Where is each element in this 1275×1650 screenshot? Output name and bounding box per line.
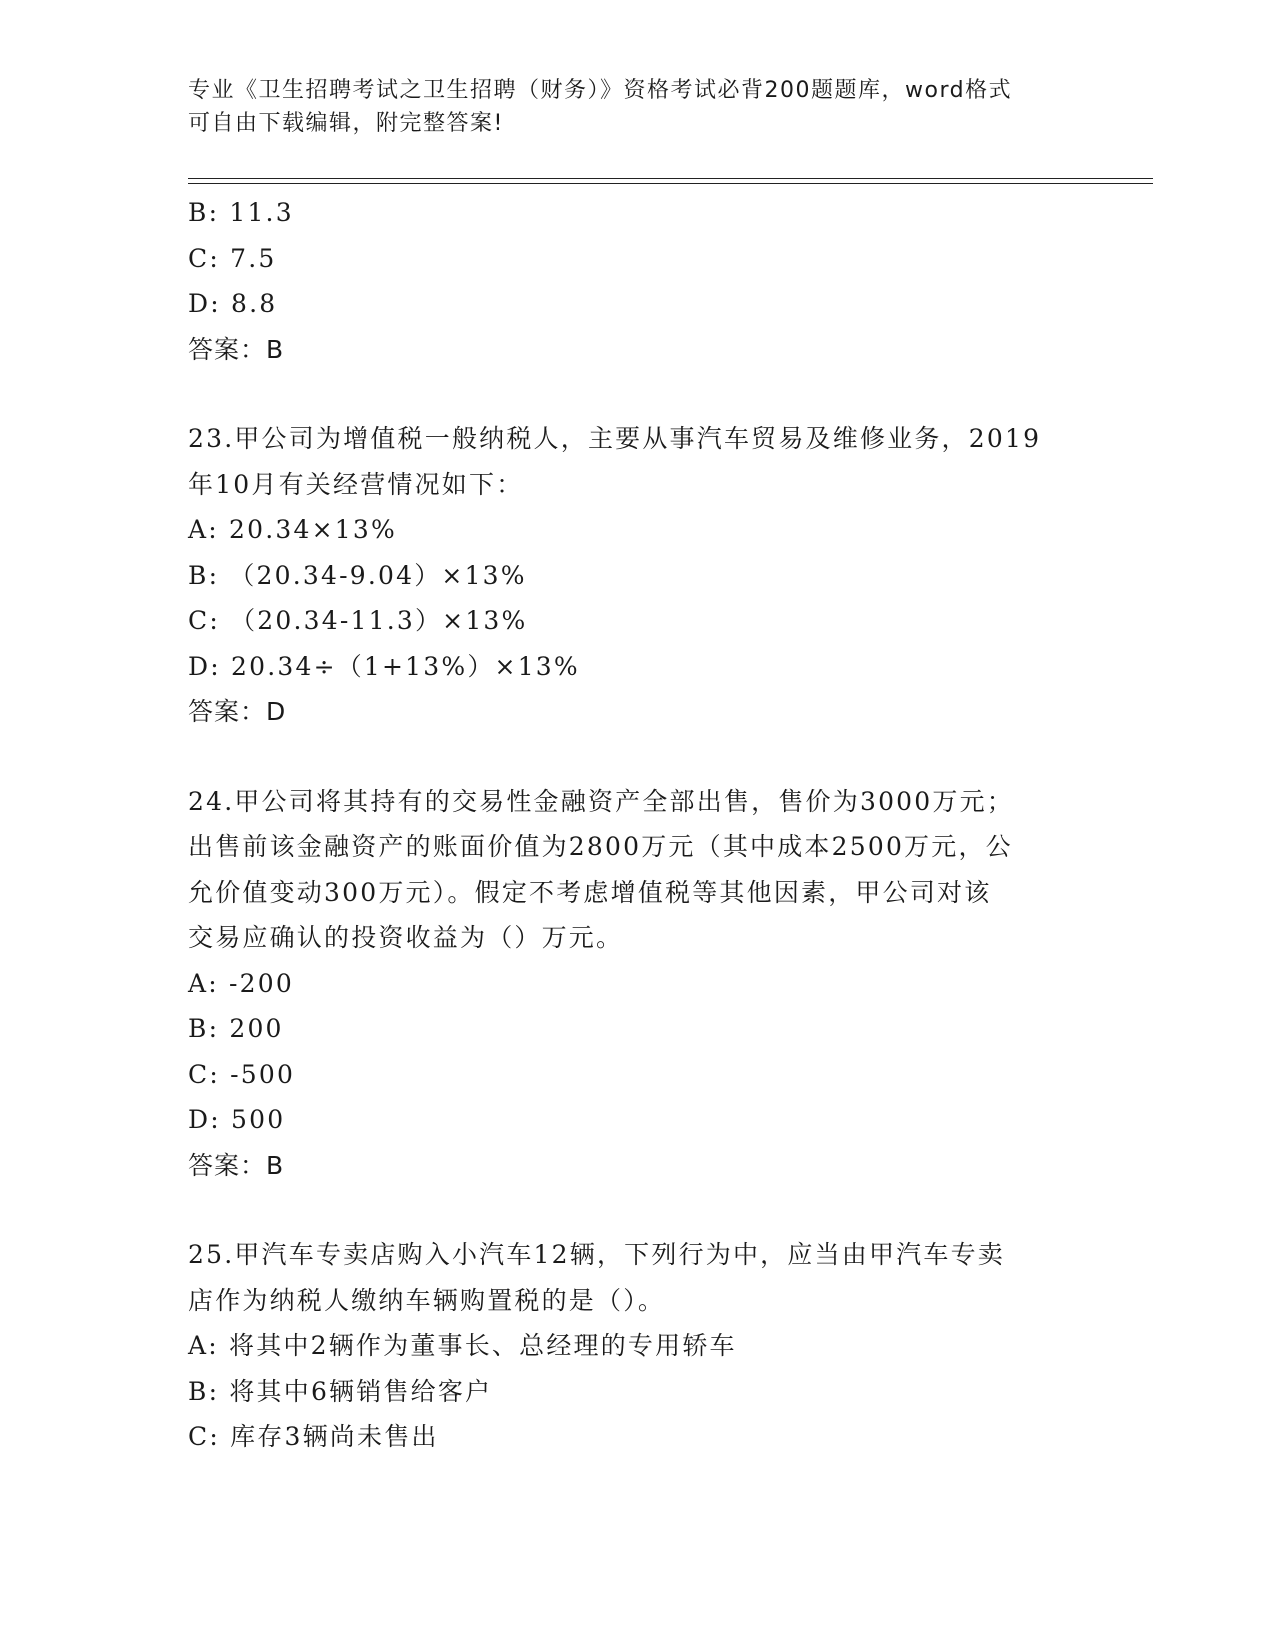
option-a: A: 将其中2辆作为董事长、总经理的专用轿车 xyxy=(188,1331,737,1360)
option-b: B: 11.3 xyxy=(188,198,294,227)
question-24 xyxy=(188,779,1088,1189)
option-a: A: 20.34×13% xyxy=(188,515,397,544)
question-23 xyxy=(188,416,1088,735)
answer-label: 答案：D xyxy=(188,697,287,726)
option-c: C: （20.34-11.3）×13% xyxy=(188,606,528,635)
question-stem: 24.甲公司将其持有的交易性金融资产全部出售，售价为3000万元； xyxy=(188,786,1014,816)
spacer xyxy=(188,372,1088,416)
option-c: C: 7.5 xyxy=(188,243,277,273)
option-d: D: 20.34÷（1+13%）×13% xyxy=(188,651,580,681)
question-list xyxy=(188,190,1088,1460)
question-stem: 店作为纳税人缴纳车辆购置税的是（）。 xyxy=(188,1285,666,1315)
question-stem: 出售前该金融资产的账面价值为2800万元（其中成本2500万元，公 xyxy=(188,832,1013,861)
header-title-line2: 可自由下载编辑，附完整答案! xyxy=(188,111,504,136)
question-stem: 年10月有关经营情况如下： xyxy=(188,469,524,499)
option-d: D: 8.8 xyxy=(188,289,278,318)
option-b: B: 200 xyxy=(188,1014,284,1043)
answer-label: 答案：B xyxy=(188,1150,285,1180)
question-stem: 允价值变动300万元）。假定不考虑增值税等其他因素，甲公司对该 xyxy=(188,877,992,907)
header-divider-top xyxy=(188,178,1153,179)
option-b: B: （20.34-9.04）×13% xyxy=(188,560,527,590)
option-d: D: 500 xyxy=(188,1105,286,1134)
header-divider-bottom xyxy=(188,183,1153,184)
option-a: A: -200 xyxy=(188,968,294,998)
question-stem: 25.甲汽车专卖店购入小汽车12辆，下列行为中，应当由甲汽车专卖 xyxy=(188,1240,1005,1269)
question-stem: 23.甲公司为增值税一般纳税人，主要从事汽车贸易及维修业务，2019 xyxy=(188,424,1042,453)
question-22-tail xyxy=(188,190,1088,372)
question-25 xyxy=(188,1232,1088,1460)
document-header xyxy=(188,74,1088,140)
question-stem: 交易应确认的投资收益为（）万元。 xyxy=(188,923,624,952)
answer-label: 答案：B xyxy=(188,334,285,364)
spacer xyxy=(188,1188,1088,1232)
option-c: C: 库存3辆尚未售出 xyxy=(188,1422,439,1451)
header-title-line1: 专业《卫生招聘考试之卫生招聘（财务）》资格考试必背200题题库，word格式 xyxy=(188,78,1013,103)
option-b: B: 将其中6辆销售给客户 xyxy=(188,1376,493,1406)
option-c: C: -500 xyxy=(188,1059,296,1089)
spacer xyxy=(188,735,1088,779)
